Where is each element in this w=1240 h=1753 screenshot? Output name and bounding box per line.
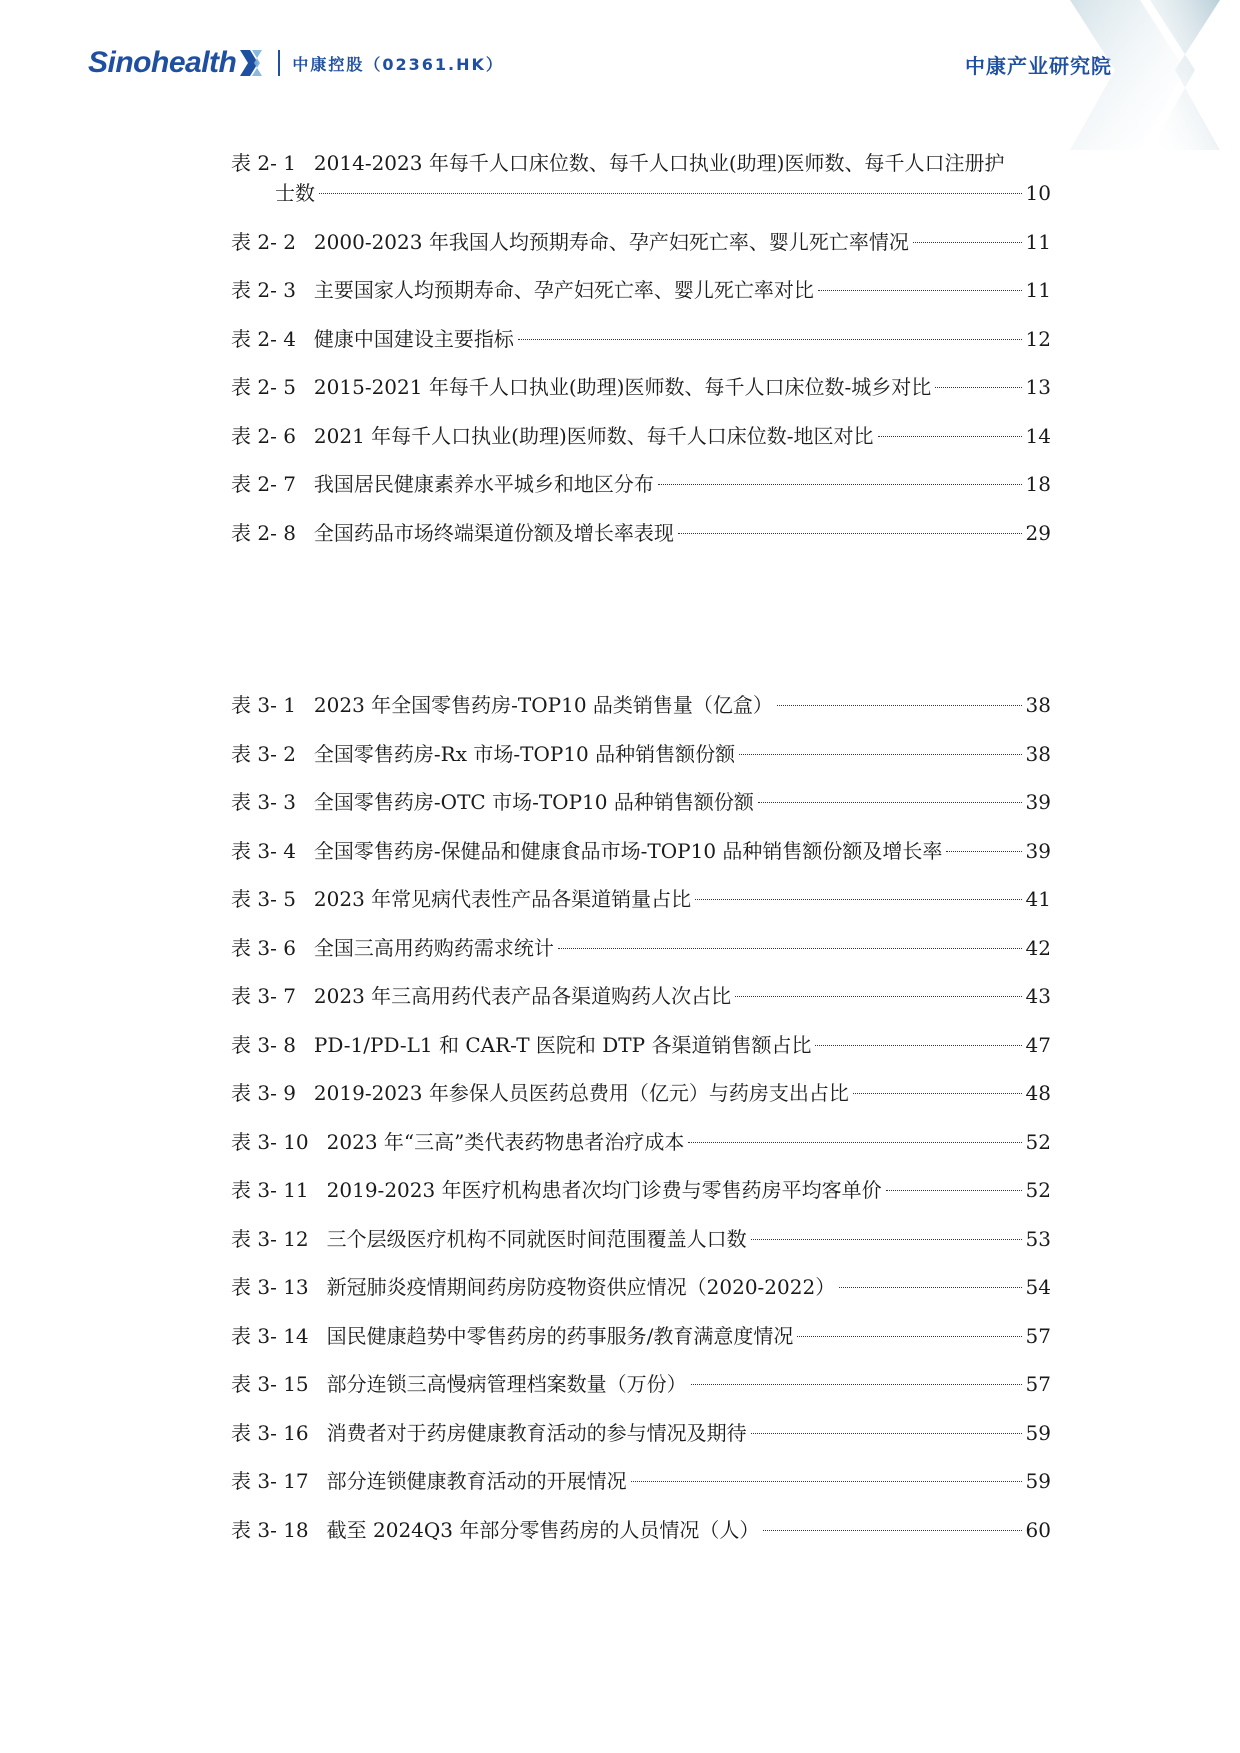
dot-leader xyxy=(946,851,1021,852)
table-title: 2019-2023 年参保人员医药总费用（亿元）与药房支出占比 xyxy=(313,1081,849,1105)
table-title: 部分连锁三高慢病管理档案数量（万份） xyxy=(326,1372,687,1396)
table-title: 全国药品市场终端渠道份额及增长率表现 xyxy=(313,520,674,545)
dot-leader xyxy=(913,242,1022,243)
table-number: 表 2- 6 xyxy=(231,423,296,448)
dot-leader xyxy=(751,1239,1022,1240)
table-number: 表 2- 7 xyxy=(231,472,296,496)
table-title-continued: 士数 xyxy=(275,181,315,205)
table-title: PD-1/PD-L1 和 CAR-T 医院和 DTP 各渠道销售额占比 xyxy=(313,1032,812,1057)
dot-leader xyxy=(658,484,1022,485)
page-number: 11 xyxy=(1025,229,1051,254)
toc-entry[interactable] xyxy=(231,469,1051,499)
page-number: 13 xyxy=(1025,375,1051,399)
page-number: 38 xyxy=(1025,693,1051,717)
logo-x-icon xyxy=(238,48,264,78)
toc-entry[interactable] xyxy=(231,275,1051,305)
table-title: 2023 年三高用药代表产品各渠道购药人次占比 xyxy=(313,984,732,1008)
page-number: 59 xyxy=(1025,1420,1051,1445)
page-number: 53 xyxy=(1025,1226,1051,1251)
dot-leader xyxy=(818,290,1022,291)
table-number: 表 3- 8 xyxy=(231,1032,296,1057)
table-title: 2023 年“三高”类代表药物患者治疗成本 xyxy=(326,1129,685,1154)
page-number: 60 xyxy=(1025,1517,1051,1542)
toc-entry[interactable] xyxy=(231,372,1051,402)
toc-entry[interactable] xyxy=(231,1369,1051,1399)
table-title: 全国三高用药购药需求统计 xyxy=(313,935,554,960)
table-title: 2021 年每千人口执业(助理)医师数、每千人口床位数-地区对比 xyxy=(313,423,874,448)
toc-entry[interactable] xyxy=(231,1418,1051,1448)
table-number: 表 2- 2 xyxy=(231,229,296,254)
dot-leader xyxy=(558,948,1022,949)
dot-leader xyxy=(739,754,1021,755)
toc-entry[interactable] xyxy=(231,1175,1051,1205)
table-title: 主要国家人均预期寿命、孕产妇死亡率、婴儿死亡率对比 xyxy=(313,278,814,302)
table-number: 表 3- 9 xyxy=(231,1081,296,1105)
table-number: 表 3- 6 xyxy=(231,935,296,960)
table-number: 表 2- 3 xyxy=(231,278,296,302)
toc-entry[interactable] xyxy=(231,884,1051,914)
table-title: 部分连锁健康教育活动的开展情况 xyxy=(326,1469,627,1493)
dot-leader xyxy=(678,533,1022,534)
toc-entry[interactable] xyxy=(231,1321,1051,1351)
table-number: 表 3- 10 xyxy=(231,1129,309,1154)
table-number: 表 2- 5 xyxy=(231,375,296,399)
page-number: 48 xyxy=(1025,1081,1051,1105)
table-number: 表 3- 11 xyxy=(231,1178,309,1202)
page-number: 52 xyxy=(1025,1129,1051,1154)
page-number: 41 xyxy=(1025,887,1051,911)
table-number: 表 3- 16 xyxy=(231,1420,309,1445)
table-title: 2000-2023 年我国人均预期寿命、孕产妇死亡率、婴儿死亡率情况 xyxy=(313,229,909,254)
page-number: 18 xyxy=(1025,472,1051,496)
table-number: 表 3- 3 xyxy=(231,790,296,814)
toc-entry[interactable] xyxy=(231,1127,1051,1157)
table-title: 健康中国建设主要指标 xyxy=(313,326,514,351)
dot-leader xyxy=(853,1093,1022,1094)
page-number: 10 xyxy=(1025,181,1051,205)
page-number: 57 xyxy=(1025,1323,1051,1348)
institute-name: 中康产业研究院 xyxy=(965,54,1112,78)
table-number: 表 3- 1 xyxy=(231,693,296,717)
table-number: 表 3- 17 xyxy=(231,1469,309,1493)
logo-text: Sinohealth xyxy=(88,46,237,79)
dot-leader xyxy=(839,1287,1021,1288)
page-number: 14 xyxy=(1025,423,1051,448)
dot-leader xyxy=(695,899,1021,900)
page-number: 47 xyxy=(1025,1032,1051,1057)
toc-entry[interactable] xyxy=(231,1224,1051,1254)
table-list-section-2 xyxy=(231,148,1051,566)
table-number: 表 3- 13 xyxy=(231,1275,309,1299)
dot-leader xyxy=(815,1045,1021,1046)
toc-entry[interactable] xyxy=(231,1272,1051,1302)
table-title: 消费者对于药房健康教育活动的参与情况及期待 xyxy=(326,1420,747,1445)
table-title: 全国零售药房-保健品和健康食品市场-TOP10 品种销售额份额及增长率 xyxy=(313,838,943,863)
toc-entry[interactable] xyxy=(231,690,1051,720)
company-name: 中康控股（02361.HK） xyxy=(292,54,504,74)
logo xyxy=(88,46,504,80)
table-title: 2014-2023 年每千人口床位数、每千人口执业(助理)医师数、每千人口注册护 xyxy=(313,151,1005,175)
table-title: 2023 年常见病代表性产品各渠道销量占比 xyxy=(313,887,692,911)
dot-leader xyxy=(735,996,1021,997)
table-number: 表 2- 8 xyxy=(231,520,296,545)
toc-entry[interactable] xyxy=(231,836,1051,866)
table-title: 2019-2023 年医疗机构患者次均门诊费与零售药房平均客单价 xyxy=(326,1178,882,1202)
page-number: 39 xyxy=(1025,790,1051,814)
toc-entry[interactable] xyxy=(231,1466,1051,1496)
page-number: 54 xyxy=(1025,1275,1051,1299)
toc-entry[interactable] xyxy=(231,787,1051,817)
table-number: 表 2- 1 xyxy=(231,151,296,175)
dot-leader xyxy=(935,387,1021,388)
dot-leader xyxy=(797,1336,1021,1337)
table-number: 表 3- 4 xyxy=(231,838,296,863)
table-title: 全国零售药房-Rx 市场-TOP10 品种销售额份额 xyxy=(313,741,736,766)
page-number: 59 xyxy=(1025,1469,1051,1493)
dot-leader xyxy=(691,1384,1022,1385)
table-title: 截至 2024Q3 年部分零售药房的人员情况（人） xyxy=(326,1517,760,1542)
table-title: 国民健康趋势中零售药房的药事服务/教育满意度情况 xyxy=(326,1323,794,1348)
dot-leader xyxy=(751,1433,1022,1434)
page-number: 29 xyxy=(1025,520,1051,545)
table-number: 表 3- 18 xyxy=(231,1517,309,1542)
page-number: 52 xyxy=(1025,1178,1051,1202)
toc-entry[interactable] xyxy=(231,148,1051,208)
dot-leader xyxy=(688,1142,1021,1143)
table-title: 全国零售药房-OTC 市场-TOP10 品种销售额份额 xyxy=(313,790,754,814)
table-list-section-3 xyxy=(231,690,1051,1563)
toc-entry[interactable] xyxy=(231,421,1051,451)
page-number: 39 xyxy=(1025,838,1051,863)
page-number: 38 xyxy=(1025,741,1051,766)
toc-entry[interactable] xyxy=(231,227,1051,257)
table-title: 三个层级医疗机构不同就医时间范围覆盖人口数 xyxy=(326,1226,747,1251)
dot-leader xyxy=(631,1481,1022,1482)
page-number: 57 xyxy=(1025,1372,1051,1396)
dot-leader xyxy=(763,1530,1021,1531)
toc-entry[interactable] xyxy=(231,1515,1051,1545)
table-number: 表 3- 14 xyxy=(231,1323,309,1348)
table-title: 我国居民健康素养水平城乡和地区分布 xyxy=(313,472,654,496)
toc-entry[interactable] xyxy=(231,324,1051,354)
dot-leader xyxy=(777,705,1022,706)
toc-entry[interactable] xyxy=(231,933,1051,963)
table-number: 表 3- 12 xyxy=(231,1226,309,1251)
toc-entry[interactable] xyxy=(231,1030,1051,1060)
table-title: 2023 年全国零售药房-TOP10 品类销售量（亿盒） xyxy=(313,693,773,717)
table-number: 表 2- 4 xyxy=(231,326,296,351)
table-number: 表 3- 2 xyxy=(231,741,296,766)
page-number: 12 xyxy=(1025,326,1051,351)
dot-leader xyxy=(878,436,1022,437)
table-number: 表 3- 7 xyxy=(231,984,296,1008)
dot-leader xyxy=(518,339,1022,340)
dot-leader xyxy=(319,193,1022,194)
header-divider xyxy=(278,50,280,76)
page-header xyxy=(0,0,1240,130)
table-number: 表 3- 5 xyxy=(231,887,296,911)
page-number: 43 xyxy=(1025,984,1051,1008)
page-number: 11 xyxy=(1025,278,1051,302)
dot-leader xyxy=(886,1190,1022,1191)
toc-entry[interactable] xyxy=(231,981,1051,1011)
toc-entry[interactable] xyxy=(231,518,1051,548)
table-title: 2015-2021 年每千人口执业(助理)医师数、每千人口床位数-城乡对比 xyxy=(313,375,932,399)
toc-entry[interactable] xyxy=(231,1078,1051,1108)
dot-leader xyxy=(758,802,1022,803)
toc-entry[interactable] xyxy=(231,739,1051,769)
page-number: 42 xyxy=(1025,935,1051,960)
table-number: 表 3- 15 xyxy=(231,1372,309,1396)
table-title: 新冠肺炎疫情期间药房防疫物资供应情况（2020-2022） xyxy=(326,1275,836,1299)
